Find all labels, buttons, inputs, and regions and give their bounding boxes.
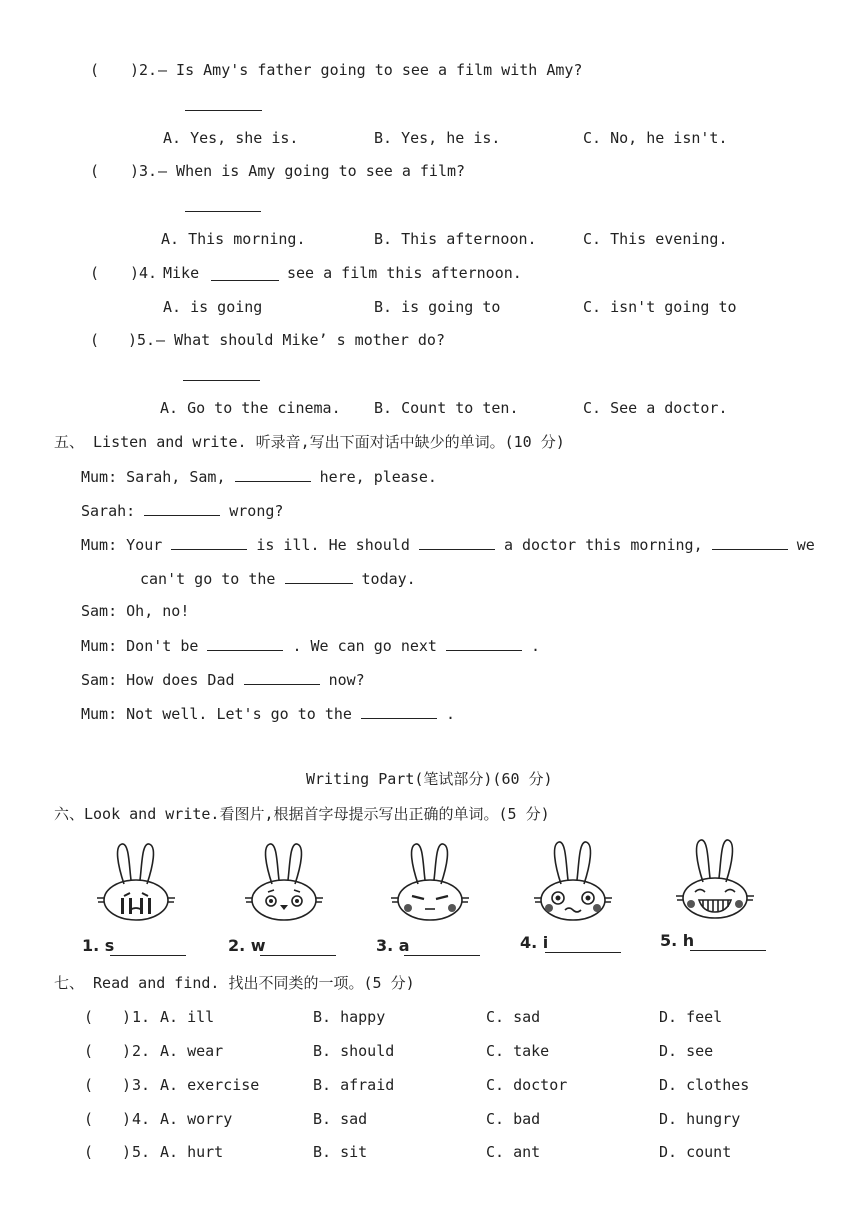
dialogue-line-2 <box>81 501 283 520</box>
option-c: C. sad <box>486 1008 541 1026</box>
option-c: C. No, he isn't. <box>583 129 728 147</box>
caption-3: 3. a <box>376 936 410 955</box>
row-number: 4. <box>132 1110 151 1128</box>
section-5-title: 五、 Listen and write. 听录音,写出下面对话中缺少的单词。(10 分) <box>54 433 565 451</box>
dialogue-text: can't go to the <box>140 570 276 588</box>
option-b: B. happy <box>313 1008 386 1026</box>
option-d: D. see <box>659 1042 714 1060</box>
dialogue-text: Mum: Your <box>81 536 163 554</box>
answer-line[interactable] <box>211 280 279 281</box>
section-7-title: 七、 Read and find. 找出不同类的一项。(5 分) <box>54 974 415 992</box>
answer-paren-open: ( <box>84 1076 94 1094</box>
option-a: A. hurt <box>160 1143 224 1161</box>
option-d: D. count <box>659 1143 732 1161</box>
dialogue-text: . <box>531 637 541 655</box>
dialogue-text: a doctor this morning, <box>503 536 703 554</box>
option-a: A. wear <box>160 1042 224 1060</box>
happy-bunny-icon <box>675 834 755 920</box>
answer-line[interactable] <box>404 955 480 956</box>
dialogue-text: . <box>446 705 456 723</box>
answer-paren-open: ( <box>90 331 100 349</box>
answer-line[interactable] <box>185 211 261 212</box>
option-b: B. Count to ten. <box>374 399 519 417</box>
question-stem: — When is Amy going to see a film? <box>158 162 466 180</box>
dialogue-text: today. <box>361 570 416 588</box>
dialogue-text: we <box>796 536 815 554</box>
question-number: 5. <box>137 331 156 349</box>
writing-part-heading: Writing Part(笔试部分)(60 分) <box>306 770 553 788</box>
dialogue-text: Sarah: <box>81 502 136 520</box>
row-number: 3. <box>132 1076 151 1094</box>
answer-paren-close: ) <box>130 61 140 79</box>
dialogue-line-7 <box>81 670 365 689</box>
option-d: D. feel <box>659 1008 723 1026</box>
answer-paren-open: ( <box>84 1008 94 1026</box>
row-number: 5. <box>132 1143 151 1161</box>
dialogue-text: Sam: Oh, no! <box>81 602 190 620</box>
dialogue-line-1 <box>81 467 437 486</box>
option-c: C. bad <box>486 1110 541 1128</box>
option-b: B. is going to <box>374 298 501 316</box>
answer-line[interactable] <box>690 950 766 951</box>
blank-field[interactable] <box>244 670 320 685</box>
answer-line[interactable] <box>110 955 186 956</box>
option-b: B. sad <box>313 1110 368 1128</box>
dialogue-text: Mum: Don't be <box>81 637 199 655</box>
question-stem: — Is Amy's father going to see a film with Amy? <box>158 61 583 79</box>
answer-paren-open: ( <box>90 162 100 180</box>
answer-paren-close: ) <box>128 331 138 349</box>
dialogue-line-5 <box>81 602 189 620</box>
section-6-title: 六、Look and write.看图片,根据首字母提示写出正确的单词。(5 分) <box>54 805 550 823</box>
answer-paren-open: ( <box>84 1042 94 1060</box>
dialogue-text: Mum: Sarah, Sam, <box>81 468 226 486</box>
option-a: A. Yes, she is. <box>163 129 299 147</box>
dialogue-text: here, please. <box>319 468 437 486</box>
option-c: C. doctor <box>486 1076 568 1094</box>
option-c: C. This evening. <box>583 230 728 248</box>
caption-4: 4. i <box>520 933 549 952</box>
ill-bunny-icon <box>533 836 613 922</box>
blank-field[interactable] <box>419 535 495 550</box>
blank-field[interactable] <box>144 501 220 516</box>
blank-field[interactable] <box>361 704 437 719</box>
dialogue-text: Mum: Not well. Let's go to the <box>81 705 352 723</box>
question-stem-end: see a film this afternoon. <box>287 264 522 282</box>
caption-5: 5. h <box>660 931 695 950</box>
dialogue-line-6 <box>81 636 540 655</box>
row-number: 2. <box>132 1042 151 1060</box>
answer-line[interactable] <box>185 110 262 111</box>
dialogue-line-8 <box>81 704 455 723</box>
option-c: C. take <box>486 1042 550 1060</box>
blank-field[interactable] <box>446 636 522 651</box>
answer-paren-close: ) <box>130 162 140 180</box>
dialogue-text: Sam: How does Dad <box>81 671 235 689</box>
option-c: C. ant <box>486 1143 541 1161</box>
option-b: B. afraid <box>313 1076 395 1094</box>
answer-line[interactable] <box>545 952 621 953</box>
option-c: C. isn't going to <box>583 298 737 316</box>
answer-paren-open: ( <box>90 61 100 79</box>
question-stem-start: Mike <box>163 264 200 282</box>
option-b: B. should <box>313 1042 395 1060</box>
answer-paren-close: ) <box>122 1110 132 1128</box>
option-b: B. This afternoon. <box>374 230 537 248</box>
answer-paren-close: ) <box>122 1076 132 1094</box>
option-a: A. Go to the cinema. <box>160 399 341 417</box>
question-number: 3. <box>139 162 158 180</box>
answer-paren-open: ( <box>84 1143 94 1161</box>
dialogue-text: now? <box>328 671 365 689</box>
dialogue-text: wrong? <box>229 502 284 520</box>
dialogue-line-3 <box>81 535 815 554</box>
dialogue-text: . We can go next <box>292 637 437 655</box>
option-a: A. ill <box>160 1008 215 1026</box>
crying-bunny-icon <box>96 840 176 922</box>
option-a: A. worry <box>160 1110 233 1128</box>
blank-field[interactable] <box>712 535 788 550</box>
caption-1: 1. s <box>82 936 115 955</box>
answer-paren-close: ) <box>130 264 140 282</box>
answer-line[interactable] <box>183 380 260 381</box>
answer-line[interactable] <box>260 955 336 956</box>
blank-field[interactable] <box>171 535 247 550</box>
angry-bunny-icon <box>390 840 470 922</box>
option-a: A. exercise <box>160 1076 260 1094</box>
answer-paren-close: ) <box>122 1042 132 1060</box>
dialogue-text: is ill. He should <box>256 536 410 554</box>
worried-bunny-icon <box>244 840 324 922</box>
option-b: B. sit <box>313 1143 368 1161</box>
question-number: 2. <box>139 61 158 79</box>
option-d: D. hungry <box>659 1110 741 1128</box>
answer-paren-close: ) <box>122 1008 132 1026</box>
answer-paren-open: ( <box>90 264 100 282</box>
option-d: D. clothes <box>659 1076 750 1094</box>
dialogue-line-4 <box>140 569 416 588</box>
blank-field[interactable] <box>207 636 283 651</box>
question-number: 4. <box>139 264 158 282</box>
answer-paren-open: ( <box>84 1110 94 1128</box>
option-a: A. This morning. <box>161 230 306 248</box>
option-b: B. Yes, he is. <box>374 129 501 147</box>
answer-paren-close: ) <box>122 1143 132 1161</box>
option-a: A. is going <box>163 298 263 316</box>
row-number: 1. <box>132 1008 151 1026</box>
blank-field[interactable] <box>285 569 353 584</box>
question-stem: — What should Mike’ s mother do? <box>156 331 445 349</box>
caption-2: 2. w <box>228 936 266 955</box>
option-c: C. See a doctor. <box>583 399 728 417</box>
blank-field[interactable] <box>235 467 311 482</box>
